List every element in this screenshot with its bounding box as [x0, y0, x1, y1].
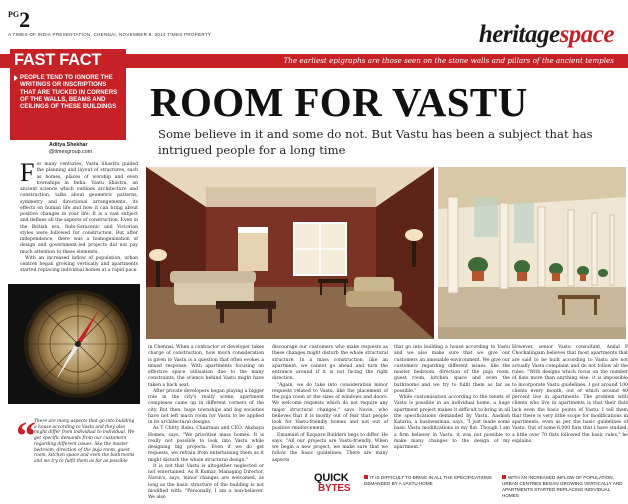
- author-email: @timesgroup.com: [49, 149, 93, 155]
- arrow-icon: [14, 75, 18, 81]
- brand-space: space: [559, 21, 614, 48]
- quick-byte-text: WITH AN INCREASED INFLOW OF POPULATION, URBAN CENTRES BEGAN GROWING VERTICALLY AND APARTMENTS STARTED REPLACING INDIVIDUAL HOMES: [502, 475, 623, 498]
- tagline: The earliest epigraphs are those seen on the stone walls and pillars of the ancient temples: [283, 56, 614, 65]
- bytes-label: BYTES: [318, 483, 351, 494]
- body-paragraph: that go into building a house according to Vastu and we also make sure that we give our customers an amenable environment. We give our customers regarding different issues, like the master bedroom, direction of the puja room, guest room, kitchen space and even the bathrooms and we try to fulfil them as far as possible.": [394, 345, 510, 394]
- quick-byte-item: [502, 475, 624, 499]
- article-column-1: [148, 345, 264, 501]
- author-name: Aditya Shekhar: [49, 142, 88, 148]
- body-paragraph: Emamuel of Ezquare Builders begs to differ. He says, "All our projects are Vastu-friendly. When we begin a new project, we make sure that we follow the basic guidelines. There are many aspects: [272, 432, 388, 463]
- article-column-4: [512, 345, 628, 445]
- fast-fact-title: FAST FACT: [10, 49, 126, 71]
- body-paragraph: However, senior Vastu consultant, Andal P Chockalingam believes that most apartments that are said to be built according to Vastu are not actually Vastu-complaint and do not follow all the rules. "With designs which focus on the number of flats more than anything else, it is impossible to incorporate Vastu guidelines. I got around 100 clients every month, out of which around 40 percent live in apartments. The problem with clients who live in apartments is that their flats lack even the basic points of Vastu. I tell them that there is very little scope for modifications in apartments, even as per the basic guidelines of Vastu. Out of some 6,000 flats that I have studied, a little over 70 flats followed the basic rules," he explains.: [512, 345, 628, 444]
- pull-quote-text: There are many aspects that go into building a house according to Vastu and they also might differ from individual to individual. We get specific demands from our customers regarding different issues, like the master bedroom, direction of the puja room, guest room, kitchen space and even the bathrooms and we try to fulfil them as far as possible: [34, 419, 135, 464]
- article-column-3: [394, 345, 510, 470]
- quick-byte-item: [364, 475, 494, 487]
- article-dek: Some believe in it and some do not. But Vastu has been a subject that has intrigued people for a long time: [158, 127, 593, 157]
- quick-bytes: [310, 472, 626, 498]
- quick-byte-text: IT IS DIFFICULT TO BRING IN ALL THE SPECIFICATIONS DEMANDED BY A VASTU HOME: [364, 475, 492, 486]
- quick-label: QUICK: [314, 472, 349, 484]
- compass-photo: [8, 284, 140, 404]
- fast-fact-text: PEOPLE TEND TO IGNORE THE WRITINGS OR INSCRIPTIONS THAT ARE TUCKED IN CORNERS OF THE WALLS, BEAMS AND CEILINGS OF THESE BUILDINGS: [20, 74, 118, 111]
- body-paragraph: It is not that Vastu is altogether neglected or not entertained. As R Kumar, Managing Director, Navin's, says, minor changes are welcomed, as long as the basic structure of the building is not modified with: "Personally, I am a non-believer. We also: [148, 463, 264, 500]
- intro-paragraph: With an increased inflow of population, urban centres began growing vertically and apartments started replacing individual homes at a rapid pace: [20, 255, 138, 274]
- article-column-2: [272, 345, 388, 464]
- body-paragraph: While customisation according to the tenets of Vastu is possible in an individual home, a huge apartment project makes it difficult to bring in all the specifications demanded by Vastu. Aashish Kataria, a businessman, says, "I just made some basic Vastu modifications in my flat. Though I am a firm believer in Vastu, it was not possible to make many changes to the design of my apartment.": [394, 395, 510, 450]
- bullet-square-icon: [502, 475, 506, 479]
- svg-text:N: N: [76, 296, 83, 304]
- body-paragraph: "Again, we do take into consideration minor requests related to Vastu, like the placement of the puja room or the sizes of windows and doors. We welcome requests which do not require any major structural changes," says Navin, who believes that it is mostly out of fear that people look for Vastu-friendly homes and not out of positive reinforcement.: [272, 382, 388, 432]
- pull-quote: [8, 413, 140, 494]
- body-paragraph: in Chennai. When a contractor or developer takes charge of construction, how much consideration is given to Vastu is a question that often evokes a mixed response. With apartments focusing on effective space utilisation due to the many constraints, the science behind Vastu might have taken a back seat.: [148, 345, 264, 388]
- byline: [49, 142, 92, 156]
- bullet-square-icon: [364, 475, 368, 479]
- veranda-photo: [438, 167, 626, 339]
- intro-paragraph: or many centuries, Vastu Shastra guided the planning and layout of structures, such as homes, places of worship and even townships in India. Vastu Shastra, an ancient science which outlines architecture and construction, talks about geometric patterns, symmetry and directional arrangements, its effects on human life and how it can bring about positive changes in your life. It is a vast subject and defines all the aspects of construction. Even in the British era, Indo-Saracenic and Victorian styles were followed for construction. But after independence, there was a homogenisation of design and government-led projects did not pay much attention to these elements.: [20, 162, 138, 255]
- page-number: [8, 7, 31, 32]
- body-paragraph: discourage our customers who make requests as these changes might disturb the whole structural structure. In a mass construction, like an apartment, we cannot go ahead and turn the entrance around if it is not facing the right direction.: [272, 345, 388, 382]
- section-brand: [479, 22, 614, 48]
- article-headline: ROOM FOR VASTU: [150, 79, 528, 125]
- publication-line: A TIMES OF INDIA PRESENTATION, CHENNAI, NOVEMBER 8, 2014 TIMES PROPERTY: [8, 32, 212, 37]
- page-prefix: PG: [8, 10, 20, 19]
- drop-cap: F: [20, 158, 35, 187]
- page-number-value: 2: [19, 7, 31, 32]
- living-room-photo: [146, 167, 434, 339]
- fast-fact-box: [10, 71, 126, 140]
- intro-text: [20, 158, 138, 275]
- brand-heritage: heritage: [478, 21, 560, 48]
- quick-bytes-label: [314, 472, 358, 496]
- body-paragraph: As T Chitty Babu, Chairman and CEO, Akshaya Homes, says, "We prioritise mass homes. It is really not possible to look into Vastu while designing big projects. Even if we do get requests, we refrain from entertaining them as it might disturb the whole structural design.": [148, 426, 264, 463]
- body-paragraph: After private developers began playing a bigger role in the city's realty scene, apartment complexes came up in different corners of the city. But then, huge townships and big societies have not left much room for Vastu to be applied in its architectural designs.: [148, 388, 264, 425]
- quote-mark-icon: “: [16, 413, 36, 458]
